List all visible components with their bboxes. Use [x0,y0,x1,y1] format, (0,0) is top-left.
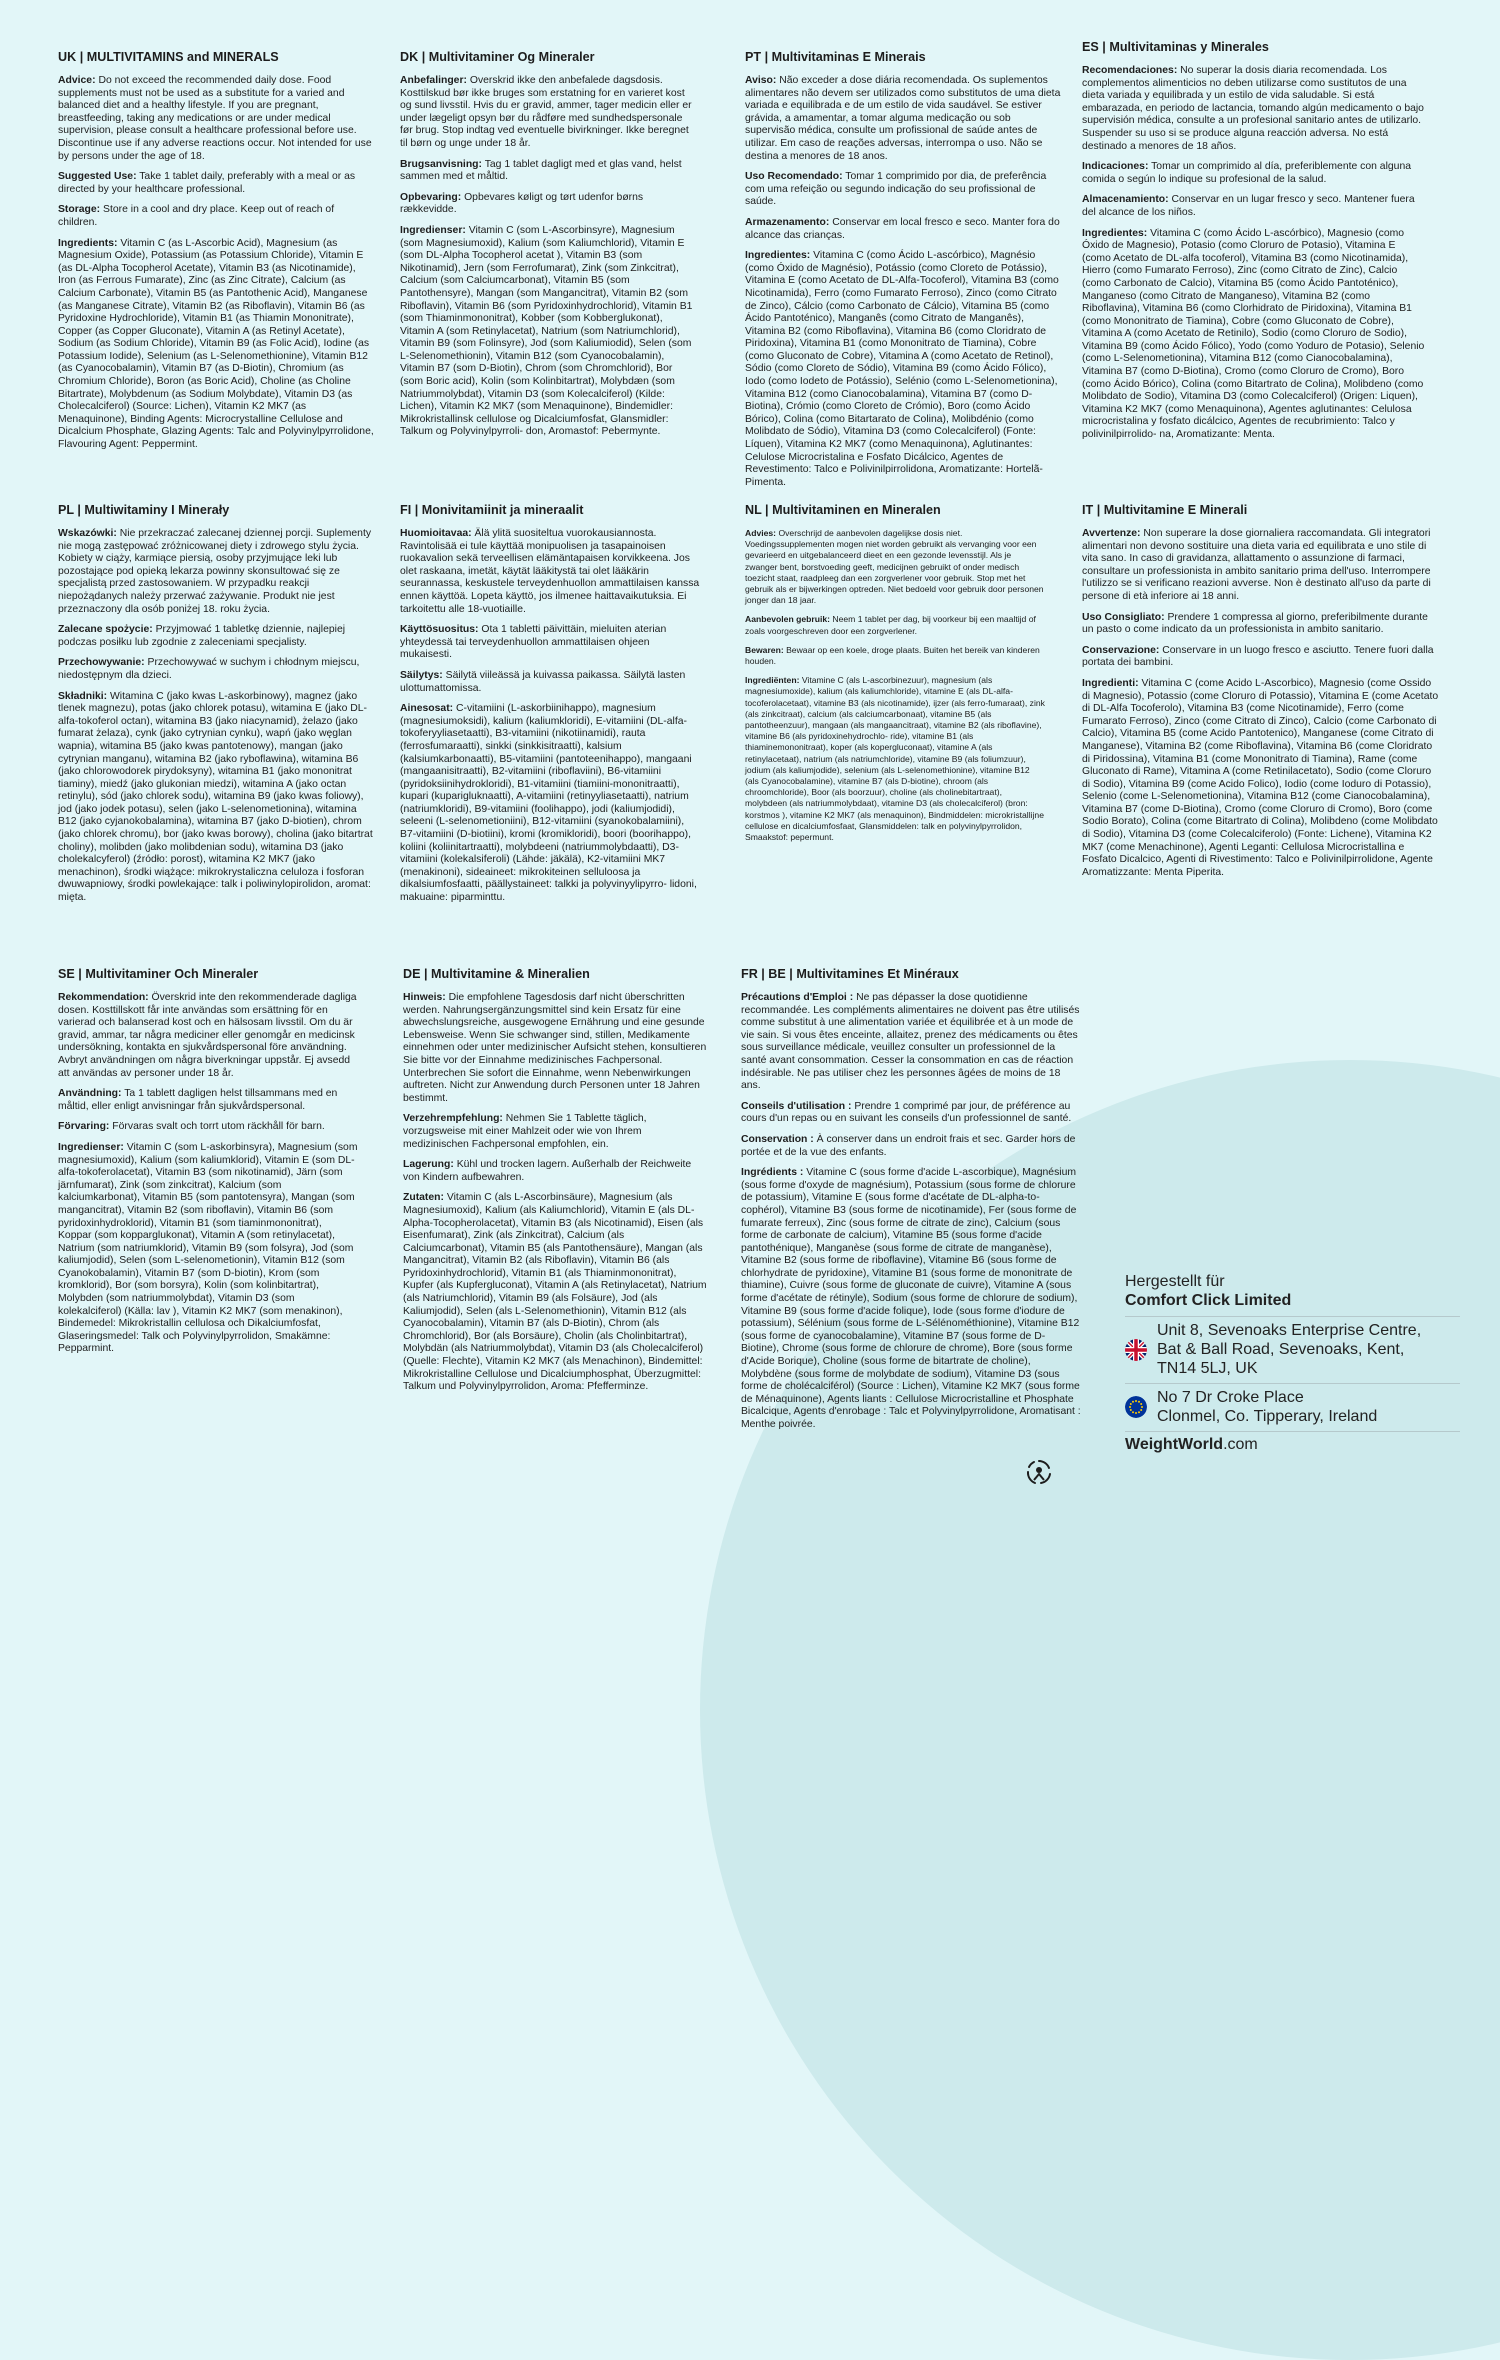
section-fi-body [400,528,700,905]
section-de-heading: DE | Multivitamine & Mineralien [403,967,590,981]
paragraph-label: Rekommendation: [58,992,149,1003]
paragraph-text: Witamina C (jako kwas L-askorbinowy), magnez (jako tlenek magnezu), potas (jako chlorek potasu), witamina E (jako DL-alfa-tokoferol octan), witamina B3 (jako niacynamid), żelazo (jako fumarat żelaza), cynk (jako cytrynian cynku), wapń (jako węglan wapnia), witamina B5 (jako kwas pantotenowy), mangan (jako cytrynian manganu), witamina B2 (jako ryboflawina), witamina B6 (jako chlorowodorek pirydoksyny), witamina B1 (jako mononitrat tiaminy), miedź (jako glukonian miedzi), witamina A (jako octan retinylu), sód (jako chlorek sodu), witamina B9 (jako kwas foliowy), jod (jako jodek potasu), selen (jako L-selenometionina), witamina B12 (jako cyjanokobalamina), witamina B7 (jako D-biotien), chrom (jako chlorek chromu), bor (jako kwas borowy), cholina (jako bitartrat choliny), molibden (jako molibdenian sodu), witamina D3 (jako cholekalcyferol) (źródło: porost), witamina K2 MK7 (jako menachinon), środki wiążące: mikrokrystaliczna celuloza i fosforan dwuwapniowy, środki powlekające: talk i poliwinylopirolidon, aromat: mięta. [58,690,373,904]
paragraph-text: Prendre 1 comprimé par jour, de préférence au cours d'un repas ou en suivant les conseils d'un professionnel de santé. [741,1100,1072,1125]
paragraph-label: Käyttösuositus: [400,624,479,636]
brand-url [1125,1431,1460,1454]
section-fr-heading: FR | BE | Multivitamines Et Minéraux [741,967,959,981]
section-es [1082,40,1427,450]
paragraph-text: Przechowywać w suchym i chłodnym miejscu, niedostępnym dla dzieci. [58,657,360,681]
section-de-paragraph [403,1113,708,1151]
section-es-paragraph [1082,161,1427,186]
section-pt-heading: PT | Multivitaminas E Minerais [745,50,926,64]
paragraph-text: Overskrid ikke den anbefalede dagsdosis. Kosttilskud bør ikke bruges som erstatning for en varieret kost og sund livsstil. Hvis du er gravid, ammer, tager medicin eller er under lægeligt opsyn bør du rådføre med sundhedspersonale før brug. Stop indtag ved eventuelle bivirkninger. Ikke beregnet til børn og unge under 18 år. [400,75,692,149]
paragraph-label: Användning: [58,1088,122,1100]
paragraph-text: Vitamine C (als L-ascorbinezuur), magnesium (als magnesiumoxide), kalium (als kaliumchloride), vitamine E (als DL-alfa-tocoferolacetaat), vitamine B3 (als nicotinamide), ijzer (als ferro-fumaraat), zink (als zinkcitraat), calcium (als calciumcarbonaat), vitamine B5 (als pantotheenzuur), mangaan (als mangaancitraat), vitamine B2 (als riboflavine), vitamine B6 (als pyridoxinehydrochlo- ride), vitamine B1 (als thiaminemononitraat), koper (als kopergluconaat), vitamine A (als retinylacetaat), natrium (als natriumchloride), vitamine B9 (als foliumzuur), jodium (als kaliumjodide), selenium (als L-selenomethionine), vitamine B12 (als Cyanocobalamine), vitamine B7 (als D-biotine), chroom (als chroomchloride), Boor (als boorzuur), choline (als cholinebitartraat), molybdeen (als natriummolybdaat), vitamine D3 (als cholecalciferol) (bron: korstmos ), vitamine K2 MK7 (als menaquinon), Bindmiddelen: microkristallijne cellulose en dicalciumfosfaat, Glansmiddelen: talk en polyvinylpyrrolidon, Smaakstof: pepermunt. [745,675,1045,843]
paragraph-text: Store in a cool and dry place. Keep out of reach of children. [58,204,335,228]
section-es-body [1082,65,1427,442]
section-dk-paragraph [400,75,696,151]
paragraph-text: Não exceder a dose diária recomendada. Os suplementos alimentares não devem ser utilizados como substitutos de uma dieta variada e equilibrada e de um estilo de vida saudável. Se estiver grávida, a amamentar, a tomar alguma medicação ou sob supervisão médica, consulte um profissional de saúde antes de utilizar. Em caso de reações adversas, interrompa o uso. Não se destina a menores de 18 anos. [745,75,1061,162]
section-dk-body [400,75,696,439]
section-pl-heading: PL | Multiwitaminy I Minerały [58,503,230,517]
paragraph-label: Storage: [58,204,101,216]
paragraph-text: Die empfohlene Tagesdosis darf nicht überschritten werden. Nahrungsergänzungsmittel sind kein Ersatz für eine abwechslungsreiche, ausgewogene Ernährung und eine gesunde Lebensweise. Wenn Sie schwanger sind, stillen, Medikamente einnehmen oder unter medizinischer Aufsicht stehen, konsultieren Sie bitte vor der Einnahme medizinisches Fachpersonal. Unterbrechen Sie sofort die Einnahme, wenn Nebenwirkungen auftreten. Nicht zur Anwendung durch Personen unter 18 Jahren bestimmt. [403,992,707,1104]
section-nl-heading: NL | Multivitaminen en Mineralen [745,503,941,517]
uk-flag-icon [1125,1339,1147,1361]
uk-address-line: Unit 8, Sevenoaks Enterprise Centre, [1157,1322,1422,1339]
section-uk-heading: UK | MULTIVITAMINS and MINERALS [58,50,279,64]
section-es-paragraph [1082,65,1427,153]
paragraph-text: Opbevares køligt og tørt udenfor børns rækkevidde. [400,191,644,216]
section-it-body [1082,528,1440,879]
section-pl-paragraph [58,624,376,649]
paragraph-label: Ingredienser: [400,224,466,236]
paragraph-text: Take 1 tablet daily, preferably with a meal or as directed by your healthcare professional. [58,171,356,195]
brand-name: WeightWorld [1125,1436,1224,1453]
paragraph-text: Överskrid inte den rekommenderade dagliga dosen. Kosttillskott får inte användas som ersättning för en varierad och balanserad kost och en hälsosam livsstil. Om du är gravid, ammar, tar några mediciner eller genomgår en medicinsk undersökning, kontakta en sjukvårdspersonal före användning. Avbryt användningen om några biverkningar uppstår. Ej avsedd att användas av personer under 18 år. [58,992,357,1079]
paragraph-label: Ingrediënten: [745,675,800,686]
manufacturer-info [1125,1272,1460,1454]
paragraph-label: Recomendaciones: [1082,65,1178,76]
ie-address [1157,1388,1377,1426]
section-fi-paragraph [400,528,700,616]
paragraph-label: Précautions d'Emploi : [741,992,854,1003]
section-de-paragraph [403,1159,708,1184]
section-se [58,967,358,1364]
paragraph-text: Przyjmować 1 tabletkę dziennie, najlepiej podczas posiłku lub zgodnie z zaleceniami specjalisty. [58,624,346,648]
paragraph-text: Vitamin C (als L-Ascorbinsäure), Magnesium (als Magnesiumoxid), Kalium (als Kaliumchlorid), Vitamin E (als DL-Alpha-Tocopherolacetat), Vitamin B3 (als Nicotinamid), Eisen (als Eisenfumarat), Zink (als Zinkcitrat), Calcium (als Calciumcarbonat), Vitamin B5 (als Pantothensäure), Mangan (als Mangancitrat), Vitamin B2 (als Riboflavin), Vitamin B6 (als Pyridoxinhydrochlorid), Vitamin B1 (als Thiaminmononitrat), Kupfer (als Kupfergluconat), Vitamin A (als Retinylacetat), Natrium (als Natriumchlorid), Vitamin B9 (als Folsäure), Jod (als Kaliumjodid), Selen (als L-Selenomethionin), Vitamin B12 (als Cyanocobalamin), Vitamin B7 (als D-Biotin), Chrom (als Chromchlorid), Bor (als Borsäure), Cholin (als Cholinbitartrat), Molybdän (als Natriummolybdat), Vitamin D3 (als Cholecalciferol) (Quelle: Flechte), Vitamin K2 MK7 (als Menachinon), Bindemittel: Mikrokristalline Cellulose und Dicalciumphosphat, Überzugmittel: Talkum und Polyvinylpyrrolidon, Aroma: Pfefferminze. [403,1192,707,1393]
section-dk-paragraph [400,159,696,184]
section-se-paragraph [58,1088,358,1113]
paragraph-text: Vitamina C (como Ácido L-ascórbico), Magnésio (como Óxido de Magnésio), Potássio (como Cloreto de Potássio), Vitamina E (como Acetato de DL-Alfa-Tocoferol), Vitamina B3 (como Nicotinamida), Ferro (como Fumarato Ferroso), Zinco (como Citrato de Zinco), Cálcio (como Carbonato de Cálcio), Vitamina B5 (como Ácido Pantoténico), Manganês (como Citrato de Manganês), Vitamina B2 (como Riboflavina), Vitamina B6 (como Cloridrato de Piridoxina), Vitamina B1 (como Mononitrato de Tiamina), Cobre (como Gluconato de Cobre), Vitamina A (como Acetato de Retinol), Sódio (como Cloreto de Sódio), Vitamina B9 (como Ácido Fólico), Iodo (como Iodeto de Potássio), Selénio (como L-Selenometionina), Vitamina B12 (como Cianocobalamina), Vitamina B7 (como D-Biotina), Crómio (como Cloreto de Crómio), Boro (como Ácido Bórico), Colina (como Bitartarato de Colina), Molibdénio (como Molibdato de Sódio), Vitamina D3 (como Colecalciferol) (Fonte: Líquen), Vitamina K2 MK7 (como Menaquinona), Aglutinantes: Celulose Microcristalina e Fosfato Dicálcico, Agentes de Revestimento: Talco e Polivinilpirrolidona, Aromatizante: Hortelã-Pimenta. [745,250,1059,488]
section-uk-paragraph [58,171,376,196]
paragraph-label: Ingrédients : [741,1167,804,1179]
ie-address-row [1125,1383,1460,1431]
section-fr-body [741,992,1081,1432]
paragraph-label: Ingredients: [58,237,118,249]
paragraph-label: Brugsanvisning: [400,158,482,170]
section-pl-paragraph [58,528,376,616]
paragraph-text: Prendere 1 compressa al giorno, preferibilmente durante un pasto o come indicato da un professionista in ambito sanitario. [1082,611,1428,636]
section-nl-paragraph [745,645,1045,667]
section-uk-paragraph [58,75,376,163]
paragraph-label: Conservazione: [1082,644,1160,656]
section-pt-paragraph [745,250,1063,489]
paragraph-text: Neem 1 tablet per dag, bij voorkeur bij een maaltijd of zoals voorgeschreven door een zorgverlener. [745,614,1036,636]
section-se-heading: SE | Multivitaminer Och Mineraler [58,967,259,981]
paragraph-text: Conservar em local fresco e seco. Manter fora do alcance das crianças. [745,216,1060,241]
paragraph-label: Aanbevolen gebruik: [745,614,830,625]
section-nl-paragraph [745,528,1045,606]
paragraph-label: Bewaren: [745,644,784,655]
paragraph-label: Indicaciones: [1082,161,1149,173]
paragraph-text: Tag 1 tablet dagligt med et glas vand, helst sammen med et måltid. [400,158,682,183]
paragraph-text: Vitamin C (as L-Ascorbic Acid), Magnesium (as Magnesium Oxide), Potassium (as Potassium Chloride), Vitamin E (as DL-Alpha Tocopherol Acetate), Vitamin B3 (as Nicotinamide), Iron (as Ferrous Fumarate), Zinc (as Zinc Citrate), Calcium (as Calcium Carbonate), Vitamin B5 (as Pantothenic Acid), Manganese (as Manganese Citrate), Vitamin B2 (as Riboflavin), Vitamin B6 (as Pyridoxine Hydrochloride), Vitamin B1 (as Thiamin Mononitrate), Copper (as Copper Gluconate), Vitamin A (as Retinyl Acetate), Sodium (as Sodium Chloride), Vitamin B9 (as Folic Acid), Iodine (as Potassium Iodide), Selenium (as L-Selenomethionine), Vitamin B12 (as Cyanocobalamin), Vitamin B7 (as D-Biotin), Chromium (as Chromium Chloride), Boron (as Boric Acid), Choline (as Choline Bitartrate), Molybdenum (as Sodium Molybdate), Vitamin D3 (as Cholecalciferol) (Source: Lichen), Vitamin K2 MK7 (as Menaquinone), Binding Agents: Microcrystalline Cellulose and Dicalcium Phosphate, Glazing Agents: Talc and Polyvinylpyrrolidone, Flavouring Agent: Peppermint. [58,237,374,451]
section-it-paragraph [1082,612,1440,637]
paragraph-text: Bewaar op een koele, droge plaats. Buiten het bereik van kinderen houden. [745,644,1040,667]
paragraph-label: Ingredientes: [745,250,811,262]
section-uk-paragraph [58,238,376,452]
section-es-paragraph [1082,194,1427,219]
ie-address-line: Clonmel, Co. Tipperary, Ireland [1157,1408,1378,1425]
paragraph-label: Advice: [58,75,96,86]
section-it-paragraph [1082,645,1440,670]
section-pt-body [745,75,1063,489]
section-uk-body [58,75,376,452]
section-nl-paragraph [745,675,1045,843]
ie-address-line: No 7 Dr Croke Place [1157,1389,1304,1406]
section-nl [745,503,1045,851]
section-pl-paragraph [58,691,376,905]
eu-flag-icon [1125,1396,1147,1418]
section-nl-paragraph [745,614,1045,636]
section-de-body [403,992,708,1394]
paragraph-label: Przechowywanie: [58,657,145,669]
section-nl-body [745,528,1045,843]
section-uk-paragraph [58,204,376,229]
section-pt-paragraph [745,75,1063,163]
paragraph-text: Conservar en un lugar fresco y seco. Mantener fuera del alcance de los niños. [1082,194,1415,218]
paragraph-text: Kühl und trocken lagern. Außerhalb der Reichweite von Kindern aufbewahren. [403,1159,692,1183]
paragraph-label: Verzehrempfehlung: [403,1113,503,1125]
paragraph-text: Conservare in un luogo fresco e asciutto. Tenere fuori dalla portata dei bambini. [1082,644,1434,669]
section-dk-heading: DK | Multivitaminer Og Mineraler [400,50,595,64]
section-pl [58,503,376,913]
paragraph-label: Aviso: [745,75,777,86]
paragraph-text: Säilytä viileässä ja kuivassa paikassa. Säilytä lasten ulottumattomissa. [400,669,686,694]
section-fr-paragraph [741,1167,1081,1431]
brand-domain: .com [1223,1436,1258,1453]
paragraph-text: À conserver dans un endroit frais et sec. Garder hors de portée et de la vue des enfants. [741,1133,1076,1158]
paragraph-label: Zalecane spożycie: [58,624,153,636]
paragraph-label: Conseils d'utilisation : [741,1100,852,1112]
section-fi-paragraph [400,703,700,905]
paragraph-text: Vitamin C (som L-askorbinsyra), Magnesium (som magnesiumoxid), Kalium (som kaliumklorid), Vitamin E (som DL-alfa-tokoferolacetat), Vitamin B3 (som nikotinamid), Järn (som järnfumarat), Zink (som zinkcitrat), Kalcium (som kalciumkarbonat), Vitamin B5 (som pantotensyra), Mangan (som mangancitrat), Vitamin B2 (som riboflavin), Vitamin B6 (som pyridoxinhydroklorid), Vitamin B1 (som tiaminmononitrat), Koppar (som kopparglukonat), Vitamin A (som retinylacetat), Natrium (som natriumklorid), Vitamin B9 (som folsyra), Jod (som kaliumjodid), Selen (som L-selenometionin), Vitamin B12 (som Cyanokobalamin), Vitamin B7 (som D-biotin), Krom (som kromklorid), Bor (som borsyra), Kolin (som kolinbitartrat), Molybden (som natriummolybdat), Vitamin D3 (som kolekalciferol) (Källa: lav ), Vitamin K2 MK7 (som menakinon), Bindemedel: Mikrokristallin cellulosa och Dikalciumfosfat, Glaseringsmedel: Talk och Polyvinylpyrrolidon, Smakämne: Pepparmint. [58,1141,358,1355]
section-fr-paragraph [741,992,1081,1093]
paragraph-label: Wskazówki: [58,528,117,539]
uk-address-row [1125,1316,1460,1383]
paragraph-text: Nie przekraczać zalecanej dziennej porcji. Suplementy nie mogą zastępować zróżnicowanej diety i zdrowego stylu życia. Kobiety w ciąży, karmiące piersią, osoby przyjmujące leki lub pozostające pod opieką lekarza powinny skonsultować się ze specjalistą przed zastosowaniem. W przypadku reakcji niepożądanych należy przerwać zażywanie. Produkt nie jest przeznaczony dla osób poniżej 18. roku życia. [58,528,372,615]
paragraph-text: Do not exceed the recommended daily dose. Food supplements must not be used as a substitute for a varied and balanced diet and a healthy lifestyle. If you are pregnant, breastfeeding, taking any medications or are under medical supervision, please consult a healthcare professional before use. Discontinue use if any adverse reactions occur. Not intended for use by persons under the age of 18. [58,75,372,162]
uk-address [1157,1321,1421,1378]
paragraph-text: Vitamin C (som L-Ascorbinsyre), Magnesium (som Magnesiumoxid), Kalium (som Kaliumchlorid), Vitamin E (som DL-Alpha Tocopherol acetat ), Vitamin B3 (som Nikotinamid), Jern (som Ferrofumarat), Zink (som Zinkcitrat), Calcium (som Calciumcarbonat), Vitamin B5 (som Pantothensyre), Mangan (som Mangancitrat), Vitamin B2 (som Riboflavin), Vitamin B6 (som Pyridoxinhydrochlorid), Vitamin B1 (som Thiaminmononitrat), Kobber (som Kobberglukonat), Vitamin A (som Retinylacetat), Natrium (som Natriumchlorid), Vitamin B9 (som Folinsyre), Jod (som Kaliumiodid), Selen (som L-Selenomethionin), Vitamin B12 (som Cyanocobalamin), Vitamin B7 (som D-Biotin), Chrom (som Chromchlorid), Bor (som Boric acid), Kolin (som Kolinbitartrat), Molybdæn (som Natriummolybdat), Vitamin D3 (som Kolecalciferol) (Kilde: Lichen), Vitamin K2 MK7 (som Menaquinone), Bindemidler: Mikrokristallinsk cellulose og Dicalciumfosfat, Glansmidler: Talkum og Polyvinylpyrroli- don, Aromastof: Pebermynte. [400,224,693,438]
section-fr-paragraph [741,1134,1081,1159]
paragraph-text: Ne pas dépasser la dose quotidienne recommandée. Les compléments alimentaires ne doivent pas être utilisés comme substitut à une alimentation variée et équilibrée et à un mode de vie sain. Si vous êtes enceinte, allaitez, prenez des médicaments ou êtes sous surveillance médicale, veuillez consulter un professionnel de la santé avant consommation. Cesser la consommation en cas de réaction indésirable. Ne pas utiliser chez les personnes âgées de moins de 18 ans. [741,992,1080,1092]
section-es-heading: ES | Multivitaminas y Minerales [1082,40,1269,54]
paragraph-text: Vitamina C (como Ácido L-ascórbico), Magnesio (como Óxido de Magnesio), Potasio (como Cloruro de Potasio), Vitamina E (como Acetato de DL-alfa tocoferol), Vitamina B3 (como Nicotinamida), Hierro (como Fumarato Ferroso), Zinc (como Citrato de Zinc), Calcio (como Carbonato de Calcio), Vitamina B5 (como Ácido Pantoténico), Manganeso (como Citrato de Manganeso), Vitamina B2 (como Riboflavina), Vitamina B6 (como Clorhidrato de Piridoxina), Vitamina B1 (como Mononitrato de Tiamina), Cobre (como Gluconato de Cobre), Vitamina A (como Acetato de Retinilo), Sodio (como Cloruro de Sodio), Vitamina B9 (como Ácido Fólico), Yodo (como Yoduro de Potasio), Selenio (como L-Selenometionina), Vitamina B12 (como Cianocobalamina), Vitamina B7 (como D-Biotina), Cromo (como Cloruro de Cromo), Boro (como Ácido Bórico), Colina (como Bitartrato de Colina), Molibdeno (como Molibdato de Sodio), Vitamina D3 (como Colecalciferol) (Origen: Liquen), Vitamina K2 MK7 (como Menaquinona), Agentes aglutinantes: Celulosa microcristalina y fosfato dicálcico, Agentes de recubrimiento: Talco y polivinilpirrolido- na, Aromatizante: Menta. [1082,227,1425,441]
section-pl-paragraph [58,657,376,682]
section-fr [741,967,1081,1440]
section-de-paragraph [403,992,708,1105]
paragraph-label: Advies: [745,528,777,538]
section-se-paragraph [58,1142,358,1356]
paragraph-text: C-vitamiini (L-askorbiinihappo), magnesium (magnesiumoksidi), kalium (kaliumkloridi), E-vitamiini (DL-alfa-tokoferyyliasetaatti), B3-vitamiini (nikotiinamidi), rauta (ferrosfumaraatti), sinkki (sinkkisitraatti), kalsium (kalsiumkarbonaatti), B5-vitamiini (pantoteenihappo), mangaani (mangaanisitraatti), B2-vitamiini (riboflaviini), B6-vitamiini (pyridoksiinihydrokloridi), B1-vitamiini (tiamiini-mononitraatti), kupari (kuparigluknaatti), A-vitamiini (retinyyliasetaatti), natrium (natriumkloridi), B9-vitamiini (foolihappo), jodi (kaliumjodidi), seleeni (L-selenometioniini), B12-vitamiini (syanokobalamiini), B7-vitamiini (D-biotiini), kromi (kromikloridi), boori (boorihappo), koliini (koliinitartraatti), molybdeeni (natriummolybdaatti), D3-vitamiini (kolekalsiferoli) (Lähde: jäkälä), K2-vitamiini MK7 (menakinoni), sideaineet: mikrokiteinen selluloosa ja dikalsiumfosfaatti, päällystaineet: talkki ja polyvinyylipyrro- lidoni, makuaine: piparminttu. [400,703,697,904]
section-pt-paragraph [745,217,1063,242]
paragraph-text: Non superare la dose giornaliera raccomandata. Gli integratori alimentari non devono sostituire una dieta varia ed equilibrata e uno stile di vita sano. In caso di gravidanza, allattamento o assunzione di farmaci, consultare un professionista in ambito sanitario prima dell'uso. Interrompere l'utilizzo se si verificano reazioni avverse. Non è destinato all'uso da parte di persone di età inferiore ai 18 anni. [1082,528,1431,602]
section-se-paragraph [58,1121,358,1134]
uk-address-line: Bat & Ball Road, Sevenoaks, Kent, [1157,1341,1405,1358]
paragraph-label: Ingredientes: [1082,227,1148,239]
section-it-heading: IT | Multivitamine E Minerali [1082,503,1248,517]
paragraph-text: Ota 1 tabletti päivittäin, mieluiten aterian yhteydessä tai terveydenhuollon ammattilaisen ohjeen mukaisesti. [400,624,667,661]
paragraph-label: Ainesosat: [400,703,454,715]
section-uk [58,50,376,460]
paragraph-text: No superar la dosis diaria recomendada. Los complementos alimenticios no deben utilizarse como sustitutos de una dieta variada y equilibrada y un estilo de vida saludable. Si está embarazada, en periodo de lactancia, tomando algún medicamento o bajo supervisión médica, consulte a un profesional sanitario antes de utilizarlo. Suspender su uso si se produce alguna reacción adversa. No está destinado a menores de 18 años. [1082,65,1424,152]
paragraph-text: Ta 1 tablett dagligen helst tillsammans med en måltid, eller enligt anvisningar från sjukvårdspersonal. [58,1088,338,1112]
paragraph-label: Ingredienti: [1082,677,1139,689]
paragraph-text: Tomar 1 comprimido por dia, de preferência com uma refeição ou segundo indicação do seu profissional de saúde. [745,171,1047,208]
paragraph-label: Ingredienser: [58,1141,124,1153]
paragraph-label: Huomioitavaa: [400,528,472,539]
paragraph-label: Lagerung: [403,1159,454,1171]
paragraph-label: Armazenamento: [745,216,830,228]
paragraph-label: Almacenamiento: [1082,194,1169,206]
section-fi-heading: FI | Monivitamiinit ja mineraalit [400,503,584,517]
paragraph-text: Älä ylitä suositeltua vuorokausiannosta. Ravintolisää ei tule käyttää monipuolisen ja tasapainoisen ruokavalion sekä terveellisen elämäntapaisen korvikkeena. Jos olet raskaana, imetät, käytät lääkitystä tai olet lääkärin seurannassa, keskustele terveydenhuollon ammattilaisen kanssa ennen käyttöä. Lopeta käyttö, jos ilmenee haittavaikutuksia. Ei tarkoitettu alle 18-vuotiaille. [400,528,700,615]
paragraph-label: Avvertenze: [1082,528,1141,539]
section-fi [400,503,700,913]
section-it [1082,503,1440,887]
paragraph-label: Uso Consigliato: [1082,611,1165,623]
paragraph-text: Förvaras svalt och torrt utom räckhåll för barn. [112,1121,325,1133]
section-dk-paragraph [400,225,696,439]
paragraph-text: Vitamine C (sous forme d'acide L-ascorbique), Magnésium (sous forme d'oxyde de magnésium), Potassium (sous forme de chlorure de potassium), Vitamine E (sous forme d'acétate de DL-alpha-to- cophérol), Vitamine B3 (sous forme de nicotinamide), Fer (sous forme de fumarate ferreux), Zinc (sous forme de citrate de zinc), Calcium (sous forme de carbonate de calcium), Vitamine B5 (sous forme d'acide pantothénique), Manganèse (sous forme de citrate de manganèse), Vitamine B2 (sous forme de riboflavine), Vitamine B6 (sous forme de chlorhydrate de pyridoxine), Vitamine B1 (sous forme de mononitrate de thiamine), Cuivre (sous forme de gluconate de cuivre), Vitamine A (sous forme d'acétate de rétinyle), Sodium (sous forme de chlorure de sodium), Vitamine B9 (sous forme d'acide folique), Iode (sous forme d'iodure de potassium), Sélénium (sous forme de L-Sélénométhionine), Vitamine B12 (sous forme de cyanocobalamine), Vitamine B7 (sous forme de D-Biotine), Chrome (sous forme de chlorure de chrome), Bore (sous forme d'Acide Borique), Choline (sous forme de bitartrate de choline), Molybdène (sous forme de molybdate de sodium), Vitamine D3 (sous forme de cholécalciférol) (Source : Lichen), Vitamine K2 MK7 (sous forme de Ménaquinone), Agents liants : Cellulose Microcristalline et Phosphate Bicalcique, Agents d'enrobage : Talc et Polyvinylpyrrolidone, Aromatisant : Menthe poivrée. [741,1167,1081,1430]
paragraph-label: Składniki: [58,690,108,702]
section-pl-body [58,528,376,905]
paragraph-label: Zutaten: [403,1192,444,1204]
section-dk [400,50,696,447]
made-for-label: Hergestellt für [1125,1273,1225,1290]
paragraph-label: Förvaring: [58,1121,110,1133]
paragraph-label: Säilytys: [400,669,443,681]
section-it-paragraph [1082,678,1440,880]
recycle-icon [1025,1458,1053,1486]
section-dk-paragraph [400,192,696,217]
section-it-paragraph [1082,528,1440,604]
paragraph-text: Overschrijd de aanbevolen dagelijkse dosis niet. Voedingssupplementen mogen niet worden gebruikt als vervanging voor een gevarieerd en uitgebalanceerd dieet en een gezonde levensstijl. Als je zwanger bent, borstvoeding geeft, medicijnen gebruikt of onder medisch toezicht staat, raadpleeg dan een zorgverlener voor gebruik. Stop met het gebruik als er bijwerkingen optreden. Niet bedoeld voor gebruik door personen jonger dan 18 jaar. [745,528,1044,606]
section-fr-paragraph [741,1101,1081,1126]
section-de-paragraph [403,1192,708,1394]
paragraph-label: Suggested Use: [58,171,137,183]
paragraph-text: Nehmen Sie 1 Tablette täglich, vorzugsweise mit einer Mahlzeit oder wie von Ihrem medizinischen Fachpersonal empfohlen, ein. [403,1113,647,1150]
paragraph-label: Uso Recomendado: [745,171,843,183]
section-es-paragraph [1082,228,1427,442]
paragraph-text: Vitamina C (come Acido L-Ascorbico), Magnesio (come Ossido di Magnesio), Potassio (come Cloruro di Potassio), Vitamina E (come Acetato di DL-Alfa Tocoferolo), Vitamina B3 (come Nicotinamide), Ferro (come Fumarato Ferroso), Zinco (come Citrato di Zinco), Calcio (come Carbonato di Calcio), Vitamina B5 (come Acido Pantotenico), Manganese (come Citrato di Manganese), Vitamina B2 (come Riboflavina), Vitamina B6 (come Cloridrato di Piridossina), Vitamina B1 (come Mononitrato di Tiamina), Rame (come Gluconato di Rame), Vitamina A (come Retinilacetato), Sodio (come Cloruro di Sodio), Vitamina B9 (come Acido Folico), Iodio (come Ioduro di Potassio), Selenio (come L-Selenometionina), Vitamina B12 (come Cianocobalamina), Vitamina B7 (come D-Biotina), Cromo (come Cloruro di Cromo), Boro (come Sodio Borato), Colina (come Bitartrato di Colina), Molibdeno (come Molibdato di Sodio), Vitamina D3 (come Colecalciferolo) (Fonte: Lichene), Vitamina K2 MK7 (come Menachinone), Agenti Leganti: Cellulosa Microcristallina e Fosfato Dicalcico, Agenti di Rivestimento: Talco e Polivinilpirrolidone, Agente Aromatizzante: Menta Piperita. [1082,677,1439,878]
paragraph-text: Tomar un comprimido al día, preferiblemente con alguna comida o según lo indique su profesional de la salud. [1082,161,1412,185]
paragraph-label: Anbefalinger: [400,75,467,86]
paragraph-label: Conservation : [741,1133,814,1145]
section-fi-paragraph [400,624,700,662]
paragraph-label: Hinweis: [403,992,446,1003]
section-de [403,967,708,1402]
section-se-paragraph [58,992,358,1080]
section-pt [745,50,1063,497]
section-fi-paragraph [400,670,700,695]
section-se-body [58,992,358,1356]
paragraph-label: Opbevaring: [400,191,462,203]
company-name: Comfort Click Limited [1125,1292,1292,1309]
uk-address-line: TN14 5LJ, UK [1157,1360,1258,1377]
section-pt-paragraph [745,171,1063,209]
